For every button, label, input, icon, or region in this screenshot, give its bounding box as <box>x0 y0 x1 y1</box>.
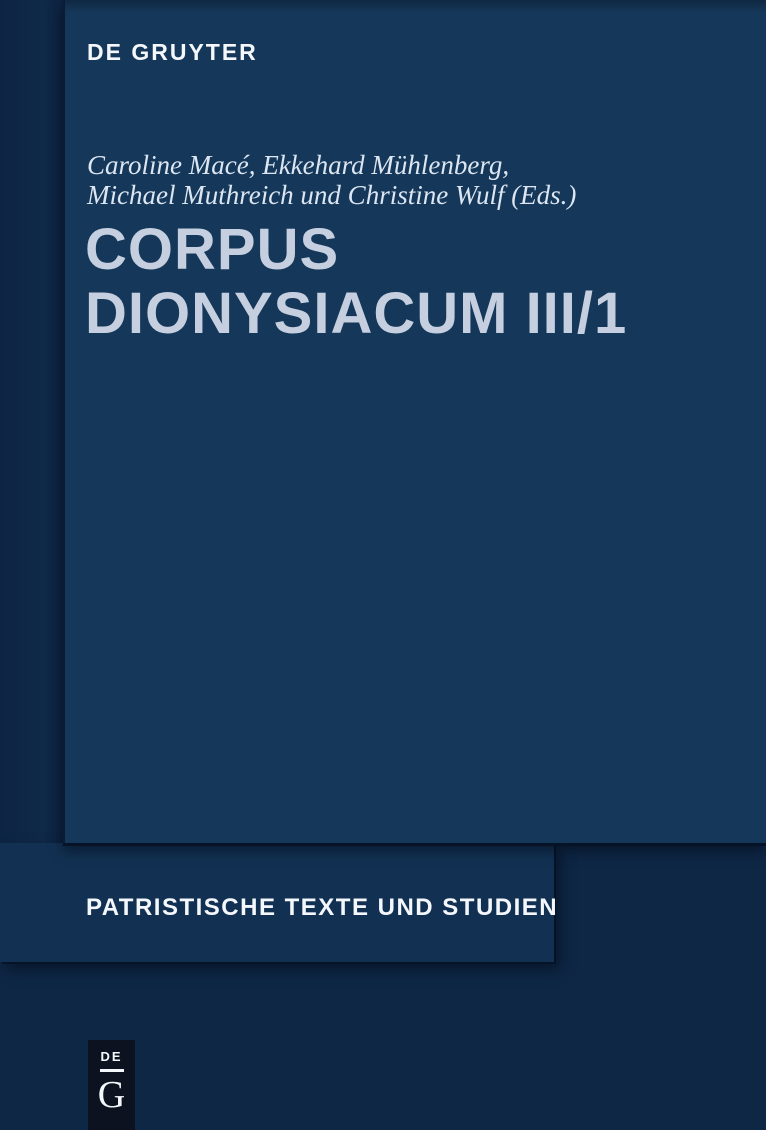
book-title <box>85 218 627 346</box>
book-title-line-1: CORPUS <box>85 217 340 282</box>
logo-g-text: G <box>97 1074 126 1116</box>
logo-divider <box>100 1069 124 1072</box>
editors-line-2: Michael Muthreich und Christine Wulf (Eds.) <box>87 180 577 210</box>
series-title: PATRISTISCHE TEXTE UND STUDIEN <box>86 894 559 921</box>
publisher-logo <box>88 1040 135 1130</box>
spine-strip <box>0 0 63 843</box>
series-band <box>0 843 559 962</box>
editors-line-1: Caroline Macé, Ekkehard Mühlenberg, <box>87 150 510 180</box>
book-title-line-2: DIONYSIACUM III/1 <box>85 281 628 346</box>
logo-de-text: DE <box>100 1049 123 1064</box>
publisher-wordmark: DE GRUYTER <box>87 39 258 65</box>
top-shade <box>65 0 766 12</box>
front-cover-panel <box>63 0 766 843</box>
editors-block <box>87 150 576 210</box>
